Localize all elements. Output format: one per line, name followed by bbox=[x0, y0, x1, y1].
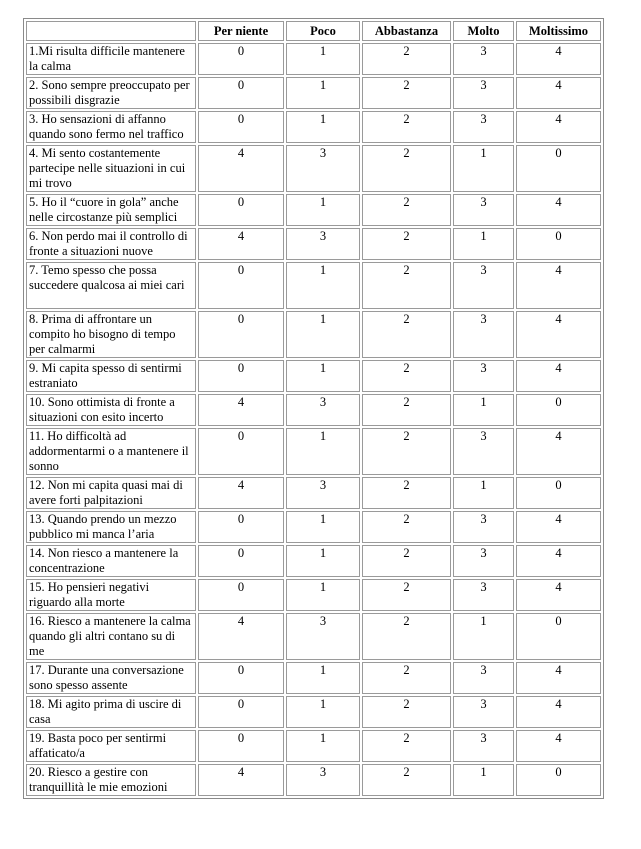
score-cell: 2 bbox=[362, 477, 451, 509]
header-molto: Molto bbox=[453, 21, 514, 41]
item-text: 8. Prima di affrontare un compito ho bisogno di tempo per calmarmi bbox=[26, 311, 196, 358]
header-per-niente: Per niente bbox=[198, 21, 284, 41]
score-cell: 2 bbox=[362, 43, 451, 75]
score-cell: 1 bbox=[453, 145, 514, 192]
score-cell: 1 bbox=[286, 111, 360, 143]
score-cell: 1 bbox=[453, 228, 514, 260]
item-text: 19. Basta poco per sentirmi affaticato/a bbox=[26, 730, 196, 762]
score-cell: 1 bbox=[286, 579, 360, 611]
score-cell: 2 bbox=[362, 545, 451, 577]
table-row bbox=[26, 394, 601, 426]
score-cell: 4 bbox=[516, 662, 601, 694]
score-cell: 2 bbox=[362, 613, 451, 660]
score-cell: 3 bbox=[453, 43, 514, 75]
score-cell: 2 bbox=[362, 662, 451, 694]
item-text: 5. Ho il “cuore in gola” anche nelle circostanze più semplici bbox=[26, 194, 196, 226]
score-cell: 2 bbox=[362, 764, 451, 796]
header-row bbox=[26, 21, 601, 41]
item-text: 11. Ho difficoltà ad addormentarmi o a mantenere il sonno bbox=[26, 428, 196, 475]
score-cell: 3 bbox=[453, 194, 514, 226]
score-cell: 3 bbox=[286, 613, 360, 660]
item-text: 18. Mi agito prima di uscire di casa bbox=[26, 696, 196, 728]
questionnaire-container bbox=[23, 18, 604, 799]
score-cell: 2 bbox=[362, 360, 451, 392]
score-cell: 1 bbox=[286, 545, 360, 577]
score-cell: 3 bbox=[453, 77, 514, 109]
score-cell: 0 bbox=[516, 477, 601, 509]
item-text: 14. Non riesco a mantenere la concentrazione bbox=[26, 545, 196, 577]
score-cell: 4 bbox=[198, 228, 284, 260]
score-cell: 1 bbox=[286, 511, 360, 543]
score-cell: 4 bbox=[516, 194, 601, 226]
score-cell: 3 bbox=[286, 477, 360, 509]
score-cell: 4 bbox=[516, 43, 601, 75]
table-row bbox=[26, 511, 601, 543]
score-cell: 0 bbox=[198, 262, 284, 309]
score-cell: 2 bbox=[362, 511, 451, 543]
score-cell: 4 bbox=[516, 77, 601, 109]
score-cell: 4 bbox=[516, 311, 601, 358]
score-cell: 1 bbox=[453, 477, 514, 509]
score-cell: 2 bbox=[362, 579, 451, 611]
score-cell: 3 bbox=[453, 262, 514, 309]
score-cell: 3 bbox=[286, 764, 360, 796]
score-cell: 0 bbox=[516, 764, 601, 796]
header-item bbox=[26, 21, 196, 41]
score-cell: 0 bbox=[198, 696, 284, 728]
score-cell: 2 bbox=[362, 428, 451, 475]
score-cell: 0 bbox=[516, 394, 601, 426]
table-row bbox=[26, 428, 601, 475]
score-cell: 4 bbox=[198, 145, 284, 192]
table-row bbox=[26, 262, 601, 309]
score-cell: 0 bbox=[198, 111, 284, 143]
score-cell: 2 bbox=[362, 111, 451, 143]
score-cell: 1 bbox=[286, 428, 360, 475]
item-text: 17. Durante una conversazione sono spesso assente bbox=[26, 662, 196, 694]
score-cell: 3 bbox=[453, 662, 514, 694]
score-cell: 2 bbox=[362, 262, 451, 309]
table-row bbox=[26, 194, 601, 226]
header-moltissimo: Moltissimo bbox=[516, 21, 601, 41]
score-cell: 1 bbox=[453, 764, 514, 796]
score-cell: 4 bbox=[516, 428, 601, 475]
score-cell: 3 bbox=[453, 111, 514, 143]
score-cell: 1 bbox=[286, 194, 360, 226]
item-text: 9. Mi capita spesso di sentirmi estraniato bbox=[26, 360, 196, 392]
table-row bbox=[26, 311, 601, 358]
score-cell: 1 bbox=[286, 662, 360, 694]
score-cell: 4 bbox=[516, 696, 601, 728]
score-cell: 0 bbox=[198, 662, 284, 694]
table-row bbox=[26, 696, 601, 728]
score-cell: 3 bbox=[453, 428, 514, 475]
score-cell: 0 bbox=[198, 194, 284, 226]
score-cell: 0 bbox=[198, 579, 284, 611]
score-cell: 0 bbox=[516, 145, 601, 192]
score-cell: 1 bbox=[286, 360, 360, 392]
score-cell: 2 bbox=[362, 311, 451, 358]
score-cell: 3 bbox=[453, 579, 514, 611]
score-cell: 4 bbox=[516, 262, 601, 309]
score-cell: 1 bbox=[286, 43, 360, 75]
table-row bbox=[26, 228, 601, 260]
score-cell: 4 bbox=[198, 394, 284, 426]
score-cell: 0 bbox=[198, 311, 284, 358]
item-text: 16. Riesco a mantenere la calma quando gli altri contano su di me bbox=[26, 613, 196, 660]
score-cell: 3 bbox=[453, 730, 514, 762]
table-row bbox=[26, 43, 601, 75]
score-cell: 3 bbox=[286, 145, 360, 192]
score-cell: 3 bbox=[453, 696, 514, 728]
score-cell: 2 bbox=[362, 730, 451, 762]
item-text: 3. Ho sensazioni di affanno quando sono fermo nel traffico bbox=[26, 111, 196, 143]
score-cell: 0 bbox=[198, 730, 284, 762]
score-cell: 4 bbox=[516, 730, 601, 762]
score-cell: 3 bbox=[453, 360, 514, 392]
item-text: 6. Non perdo mai il controllo di fronte a situazioni nuove bbox=[26, 228, 196, 260]
score-cell: 4 bbox=[516, 545, 601, 577]
score-cell: 3 bbox=[453, 545, 514, 577]
item-text: 2. Sono sempre preoccupato per possibili disgrazie bbox=[26, 77, 196, 109]
score-cell: 1 bbox=[286, 730, 360, 762]
score-cell: 2 bbox=[362, 228, 451, 260]
header-poco: Poco bbox=[286, 21, 360, 41]
score-cell: 0 bbox=[198, 360, 284, 392]
table-row bbox=[26, 360, 601, 392]
score-cell: 0 bbox=[198, 428, 284, 475]
score-cell: 3 bbox=[286, 394, 360, 426]
anxiety-questionnaire-table bbox=[23, 18, 604, 799]
table-row bbox=[26, 111, 601, 143]
score-cell: 1 bbox=[286, 311, 360, 358]
score-cell: 0 bbox=[516, 228, 601, 260]
score-cell: 2 bbox=[362, 77, 451, 109]
item-text: 13. Quando prendo un mezzo pubblico mi manca l’aria bbox=[26, 511, 196, 543]
item-text: 7. Temo spesso che possa succedere qualcosa ai miei cari bbox=[26, 262, 196, 309]
item-text: 4. Mi sento costantemente partecipe nelle situazioni in cui mi trovo bbox=[26, 145, 196, 192]
item-text: 20. Riesco a gestire con tranquillità le mie emozioni bbox=[26, 764, 196, 796]
header-abbastanza: Abbastanza bbox=[362, 21, 451, 41]
score-cell: 3 bbox=[453, 311, 514, 358]
table-row bbox=[26, 77, 601, 109]
score-cell: 0 bbox=[198, 511, 284, 543]
table-row bbox=[26, 662, 601, 694]
item-text: 10. Sono ottimista di fronte a situazioni con esito incerto bbox=[26, 394, 196, 426]
score-cell: 2 bbox=[362, 696, 451, 728]
score-cell: 1 bbox=[286, 262, 360, 309]
item-text: 15. Ho pensieri negativi riguardo alla morte bbox=[26, 579, 196, 611]
table-row bbox=[26, 730, 601, 762]
score-cell: 3 bbox=[453, 511, 514, 543]
score-cell: 1 bbox=[453, 394, 514, 426]
score-cell: 0 bbox=[516, 613, 601, 660]
score-cell: 2 bbox=[362, 394, 451, 426]
table-row bbox=[26, 477, 601, 509]
table-row bbox=[26, 145, 601, 192]
table-row bbox=[26, 764, 601, 796]
score-cell: 4 bbox=[198, 764, 284, 796]
score-cell: 0 bbox=[198, 43, 284, 75]
score-cell: 3 bbox=[286, 228, 360, 260]
score-cell: 0 bbox=[198, 77, 284, 109]
score-cell: 1 bbox=[286, 696, 360, 728]
item-text: 1.Mi risulta difficile mantenere la calma bbox=[26, 43, 196, 75]
item-text: 12. Non mi capita quasi mai di avere forti palpitazioni bbox=[26, 477, 196, 509]
score-cell: 4 bbox=[516, 111, 601, 143]
score-cell: 4 bbox=[516, 360, 601, 392]
score-cell: 1 bbox=[286, 77, 360, 109]
table-row bbox=[26, 579, 601, 611]
score-cell: 4 bbox=[516, 579, 601, 611]
score-cell: 1 bbox=[453, 613, 514, 660]
table-row bbox=[26, 545, 601, 577]
score-cell: 2 bbox=[362, 145, 451, 192]
score-cell: 0 bbox=[198, 545, 284, 577]
score-cell: 4 bbox=[516, 511, 601, 543]
score-cell: 4 bbox=[198, 613, 284, 660]
score-cell: 4 bbox=[198, 477, 284, 509]
table-row bbox=[26, 613, 601, 660]
score-cell: 2 bbox=[362, 194, 451, 226]
